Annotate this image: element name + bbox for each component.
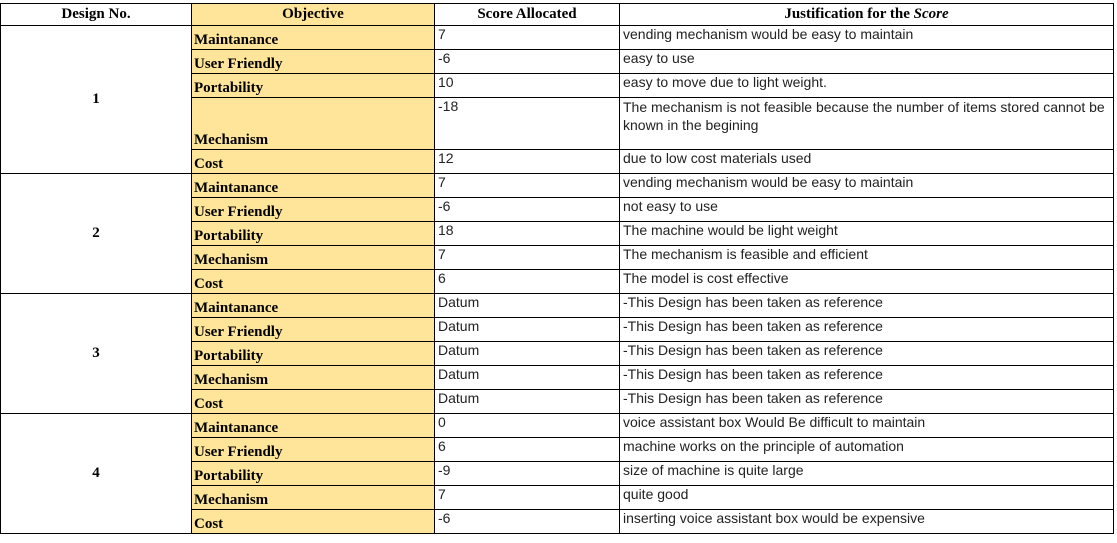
design-number-cell: 2 [1,174,192,294]
justification-cell: -This Design has been taken as reference [620,390,1114,414]
objective-cell: Cost [192,150,435,174]
justification-cell: vending mechanism would be easy to maintain [620,26,1114,50]
objective-cell: Cost [192,270,435,294]
score-cell: 7 [435,246,620,270]
table-row [1,414,1114,438]
score-cell: 7 [435,486,620,510]
objective-cell: Portability [192,222,435,246]
justification-cell: easy to move due to light weight. [620,74,1114,98]
justification-cell: size of machine is quite large [620,462,1114,486]
objective-cell: Maintanance [192,294,435,318]
justification-cell: The mechanism is feasible and efficient [620,246,1114,270]
justification-cell: not easy to use [620,198,1114,222]
justification-cell: The model is cost effective [620,270,1114,294]
header-score-allocated: Score Allocated [435,4,620,26]
score-cell: -6 [435,198,620,222]
justification-cell: voice assistant box Would Be difficult to maintain [620,414,1114,438]
header-design-no: Design No. [1,4,192,26]
justification-cell: easy to use [620,50,1114,74]
score-cell: 12 [435,150,620,174]
objective-cell: User Friendly [192,50,435,74]
objective-cell: Mechanism [192,366,435,390]
design-number-cell: 1 [1,26,192,174]
table-row [1,174,1114,198]
design-number-cell: 3 [1,294,192,414]
score-cell: 7 [435,174,620,198]
design-number-cell: 4 [1,414,192,534]
table-row [1,26,1114,50]
score-cell: 6 [435,438,620,462]
objective-cell: User Friendly [192,318,435,342]
objective-cell: Cost [192,510,435,534]
justification-cell: -This Design has been taken as reference [620,318,1114,342]
score-cell: Datum [435,342,620,366]
justification-cell: The mechanism is not feasible because the number of items stored cannot be known in the begining [620,98,1114,150]
header-justification [620,4,1114,26]
justification-cell: vending mechanism would be easy to maintain [620,174,1114,198]
objective-cell: Portability [192,462,435,486]
design-score-table [0,3,1114,534]
justification-cell: quite good [620,486,1114,510]
score-cell: -6 [435,510,620,534]
score-cell: 0 [435,414,620,438]
header-justification-text: Justification for the [784,6,914,22]
score-cell: 18 [435,222,620,246]
justification-cell: -This Design has been taken as reference [620,342,1114,366]
score-cell: Datum [435,318,620,342]
objective-cell: Mechanism [192,486,435,510]
score-cell: 6 [435,270,620,294]
objective-cell: User Friendly [192,438,435,462]
objective-cell: Mechanism [192,98,435,150]
justification-cell: inserting voice assistant box would be expensive [620,510,1114,534]
score-cell: 10 [435,74,620,98]
score-cell: 7 [435,26,620,50]
objective-cell: Maintanance [192,174,435,198]
table-row [1,294,1114,318]
objective-cell: Portability [192,74,435,98]
justification-cell: due to low cost materials used [620,150,1114,174]
score-cell: -18 [435,98,620,150]
objective-cell: Cost [192,390,435,414]
objective-cell: Maintanance [192,414,435,438]
objective-cell: User Friendly [192,198,435,222]
score-cell: -6 [435,50,620,74]
score-cell: Datum [435,366,620,390]
score-cell: -9 [435,462,620,486]
score-cell: Datum [435,390,620,414]
objective-cell: Portability [192,342,435,366]
header-justification-score-word: Score [913,6,949,22]
justification-cell: -This Design has been taken as reference [620,294,1114,318]
justification-cell: The machine would be light weight [620,222,1114,246]
justification-cell: machine works on the principle of automation [620,438,1114,462]
objective-cell: Mechanism [192,246,435,270]
header-objective: Objective [192,4,435,26]
score-cell: Datum [435,294,620,318]
justification-cell: -This Design has been taken as reference [620,366,1114,390]
objective-cell: Maintanance [192,26,435,50]
